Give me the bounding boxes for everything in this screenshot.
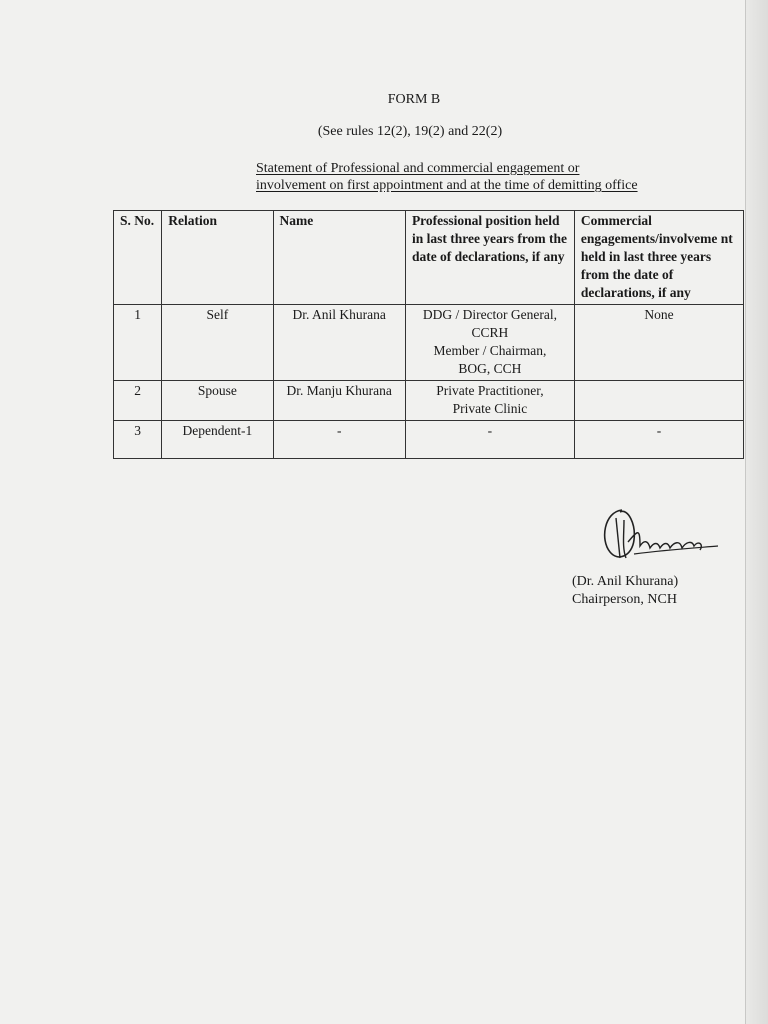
cell-name: Dr. Anil Khurana: [273, 305, 405, 381]
statement-heading: [256, 160, 638, 194]
signatory-name: (Dr. Anil Khurana): [572, 574, 679, 589]
table-row: [114, 381, 744, 421]
cell-name: Dr. Manju Khurana: [273, 381, 405, 421]
table-header-row: [114, 211, 744, 305]
header-sno: S. No.: [114, 211, 162, 305]
position-line: -: [487, 423, 493, 438]
handwritten-signature: [594, 500, 724, 570]
cell-sno: 2: [114, 381, 162, 421]
cell-sno: 3: [114, 421, 162, 459]
position-line: Private Clinic: [452, 401, 528, 416]
position-line: DDG / Director General,: [422, 307, 558, 322]
table-row: [114, 421, 744, 459]
cell-position: [405, 421, 574, 459]
cell-position: [405, 381, 574, 421]
signatory-title: Chairperson, NCH: [572, 592, 677, 607]
cell-relation: Self: [162, 305, 273, 381]
header-commercial-engagements: Commercial engagements/involveme nt held in last three years from the date of declarations, if any: [574, 211, 743, 305]
cell-commercial: None: [574, 305, 743, 381]
table-row: [114, 305, 744, 381]
header-professional-position: Professional position held in last three years from the date of declarations, if any: [405, 211, 574, 305]
declaration-table: [113, 210, 744, 459]
cell-relation: Spouse: [162, 381, 273, 421]
cell-name: -: [273, 421, 405, 459]
position-line: Private Practitioner,: [436, 383, 544, 398]
cell-position: [405, 305, 574, 381]
position-line: Member / Chairman,: [433, 343, 547, 358]
header-relation: Relation: [162, 211, 273, 305]
cell-commercial: [574, 381, 743, 421]
header-name: Name: [273, 211, 405, 305]
page-edge: [745, 0, 768, 1024]
position-line: CCRH: [471, 325, 509, 340]
cell-sno: 1: [114, 305, 162, 381]
cell-commercial: -: [574, 421, 743, 459]
statement-line-1: Statement of Professional and commercial engagement or: [256, 161, 580, 176]
form-title: FORM B: [387, 92, 441, 107]
position-line: BOG, CCH: [458, 361, 522, 376]
rules-reference: (See rules 12(2), 19(2) and 22(2): [317, 124, 503, 139]
cell-relation: Dependent-1: [162, 421, 273, 459]
statement-line-2: involvement on first appointment and at the time of demitting office: [256, 178, 638, 193]
